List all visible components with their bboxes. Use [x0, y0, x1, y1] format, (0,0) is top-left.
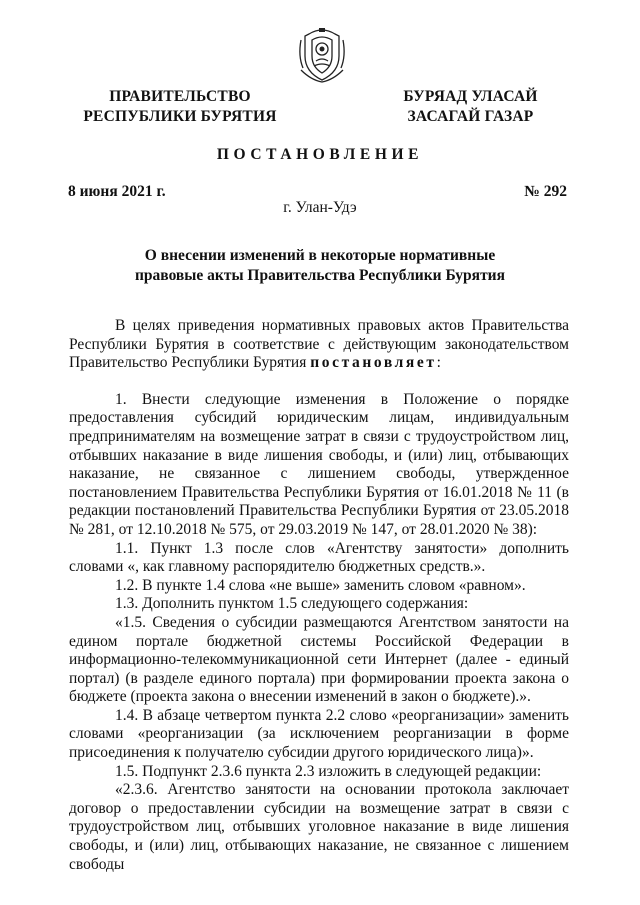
body-paragraph-7: 1.5. Подпункт 2.3.6 пункта 2.3 изложить в следующей редакции: — [115, 762, 542, 780]
body-paragraph-5: «1.5. Сведения о субсидии размещаются Агентством занятости на едином портале бюджетной системы Российской Федерации в информационно-телекоммуникационной сети Интернет (далее - единый портал) (в разделе единого портала) при формировании проекта закона о бюджете (проекта закона о внесении изменений в закон о бюджете).». — [69, 613, 569, 706]
preamble-paragraph — [69, 317, 569, 373]
body-paragraph-3: 1.2. В пункте 1.4 слова «не выше» заменить словом «равном». — [115, 576, 526, 594]
preamble-text: В целях приведения нормативных правовых актов Правительства Республики Бурятия в соответствие с действующим законодательством Правительство Республики Бурятия — [69, 317, 569, 372]
body-paragraph-1: 1. Внести следующие изменения в Положение о порядке предоставления субсидий юридическим лицам, индивидуальным предпринимателям на возмещение затрат в связи с трудоустройством лиц, отбывших наказание в виде лишения свободы, и (или) лиц, отбывающих наказание, не связанное с лишением свободы, утвержденное постановлением Правительства Республики Бурятия от 16.01.2018 № 11 (в редакции постановлений Правительства Республики Бурятия от 23.05.2018 № 281, от 12.10.2018 № 575, от 29.03.2019 № 147, от 28.01.2020 № 38): — [69, 390, 569, 538]
document-type: ПОСТАНОВЛЕНИЕ — [216, 146, 424, 163]
document-body — [69, 317, 569, 874]
header-left-block — [70, 87, 290, 127]
body-paragraph-4: 1.3. Дополнить пунктом 1.5 следующего содержания: — [115, 595, 469, 613]
body-paragraph-6: 1.4. В абзаце четвертом пункта 2.2 слово «реорганизации» заменить словами «реорганизации (за исключением реорганизации в форме присоединения к получателю субсидии другого юридического лица)». — [69, 706, 569, 762]
header-left-line-2: РЕСПУБЛИКИ БУРЯТИЯ — [83, 108, 277, 125]
document-city: г. Улан-Удэ — [283, 199, 357, 216]
header-right-line-1: БУРЯАД УЛАСАЙ — [403, 88, 538, 105]
preamble-end: : — [436, 354, 441, 372]
coat-of-arms-icon — [295, 26, 349, 84]
document-number: № 292 — [524, 183, 567, 200]
title-line-2: правовые акты Правительства Республики Бурятия — [135, 267, 505, 284]
document-title — [70, 246, 570, 286]
header-left-line-1: ПРАВИТЕЛЬСТВО — [109, 88, 251, 105]
body-paragraph-8: «2.3.6. Агентство занятости на основании протокола заключает договор о предоставлении субсидии на возмещение затрат в связи с трудоустройством лиц, отбывших уголовное наказание в виде лишения свободы, и (или) лиц, отбывающих наказание, не связанное с лишением свободы — [69, 781, 569, 873]
preamble-decree-word: постановляет — [310, 354, 437, 372]
header-right-line-2: ЗАСАГАЙ ГАЗАР — [407, 108, 534, 125]
header-right-block — [383, 87, 558, 127]
body-paragraph-2: 1.1. Пункт 1.3 после слов «Агентству занятости» дополнить словами «, как главному распорядителю бюджетных средств.». — [69, 539, 569, 576]
document-date: 8 июня 2021 г. — [68, 183, 166, 200]
title-line-1: О внесении изменений в некоторые нормативные — [144, 247, 496, 264]
